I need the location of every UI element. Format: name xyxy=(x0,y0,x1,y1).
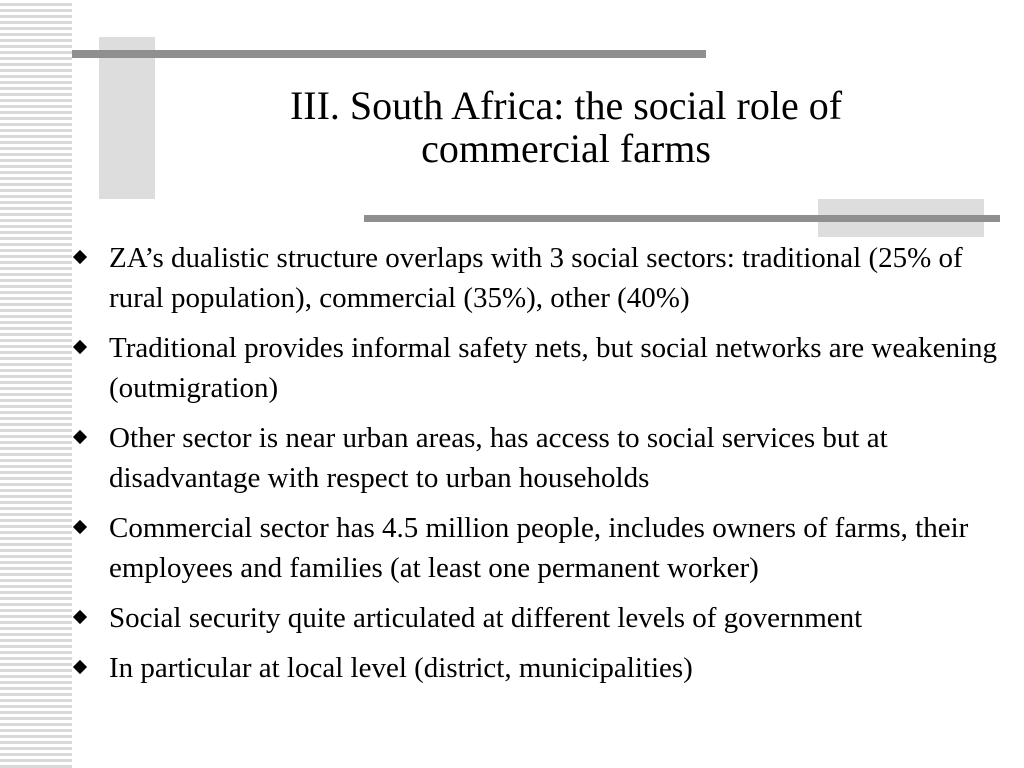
slide-title-line-2: commercial farms xyxy=(421,126,711,171)
bullet-text: ZA’s dualistic structure overlaps with 3 social sectors: traditional (25% of rural population), commercial (35%), other (40%) xyxy=(109,242,963,314)
bullet-item xyxy=(72,508,1012,588)
bullet-text: Commercial sector has 4.5 million people, includes owners of farms, their employees and families (at least one permanent worker) xyxy=(109,512,969,584)
bullet-text: In particular at local level (district, municipalities) xyxy=(109,652,693,684)
bullet-text: Other sector is near urban areas, has access to social services but at disadvantage with respect to urban households xyxy=(109,422,888,494)
slide-title xyxy=(160,84,972,170)
bullet-list xyxy=(72,238,1012,698)
bullet-text: Traditional provides informal safety nets, but social networks are weakening (outmigration) xyxy=(109,332,998,404)
bullet-item xyxy=(72,648,1012,688)
bottom-rule-line xyxy=(364,215,1000,222)
bullet-item xyxy=(72,418,1012,498)
bullet-text: Social security quite articulated at different levels of government xyxy=(109,602,863,634)
diamond-bullet-icon xyxy=(73,610,87,624)
diamond-bullet-icon xyxy=(73,430,87,444)
bullet-item xyxy=(72,328,1012,408)
striped-sidebar-decoration xyxy=(0,0,72,768)
slide-title-line-1: III. South Africa: the social role of xyxy=(289,83,843,128)
bullet-item xyxy=(72,238,1012,318)
gray-block-decoration-top xyxy=(99,37,155,199)
diamond-bullet-icon xyxy=(73,250,87,264)
diamond-bullet-icon xyxy=(73,520,87,534)
diamond-bullet-icon xyxy=(73,340,87,354)
diamond-bullet-icon xyxy=(73,660,87,674)
bullet-item xyxy=(72,598,1012,638)
top-rule-line xyxy=(72,50,706,58)
